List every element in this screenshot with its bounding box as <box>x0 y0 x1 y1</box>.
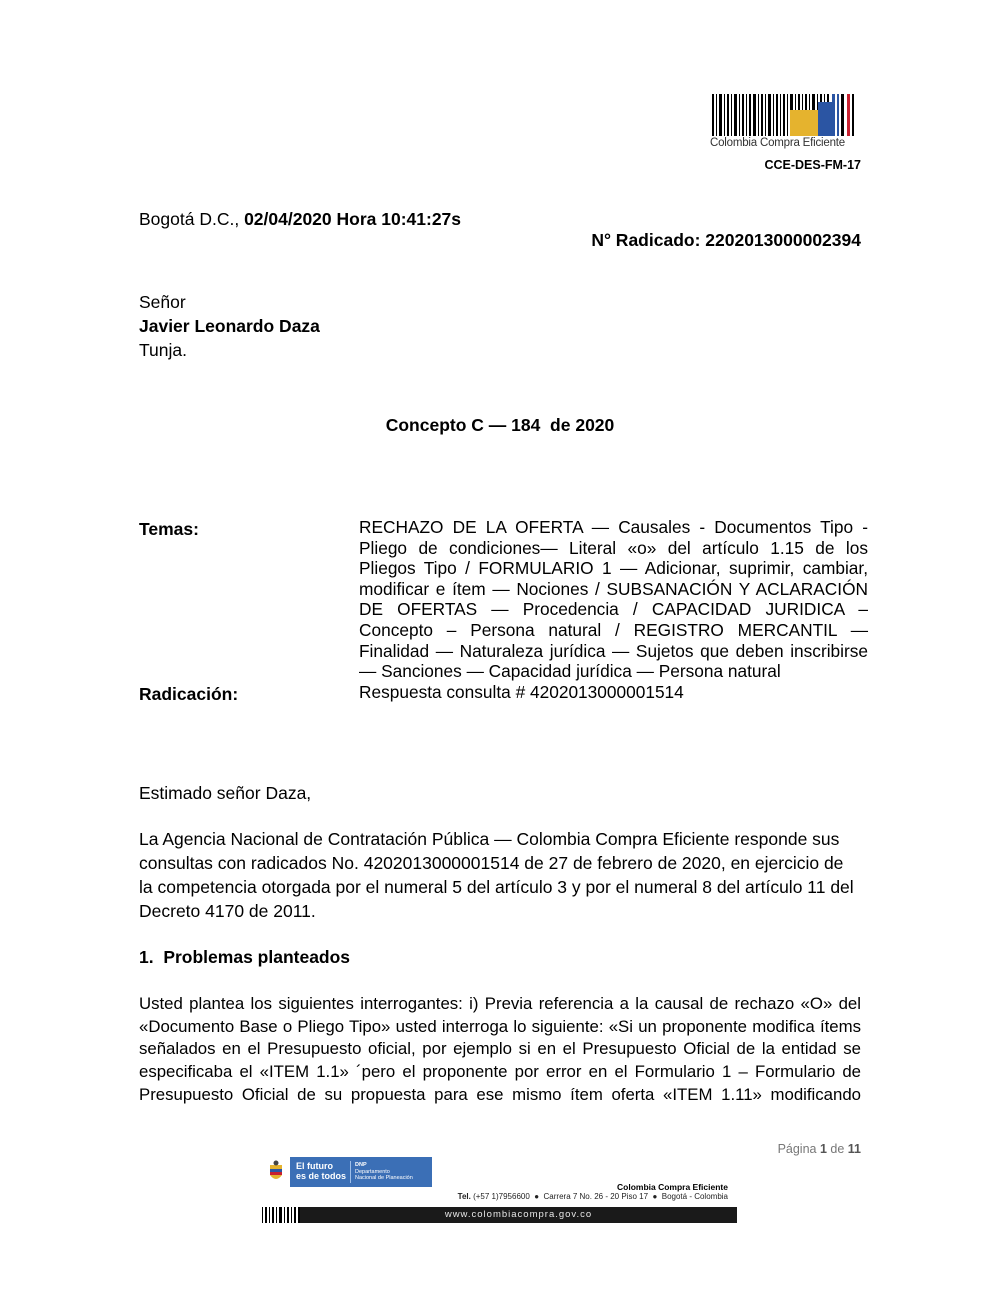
gov-slogan-line2: es de todos <box>296 1171 347 1181</box>
footer-brand: Colombia Compra Eficiente <box>617 1182 728 1192</box>
date-time: 02/04/2020 Hora 10:41:27s <box>244 209 462 229</box>
page-total: 11 <box>847 1142 861 1156</box>
footer-url[interactable]: www.colombiacompra.gov.co <box>444 1209 593 1220</box>
recipient-name: Javier Leonardo Daza <box>139 316 320 336</box>
footer-url-bar <box>300 1207 737 1223</box>
dnp-line1: DNP <box>355 1162 367 1168</box>
greeting: Estimado señor Daza, <box>139 783 312 803</box>
dnp-line2: Departamento <box>355 1168 390 1175</box>
radicacion-label: Radicación: <box>139 684 239 704</box>
contact-text: (+57 1)7956600 ● Carrera 7 No. 26 - 20 Piso 17 ● Bogotá - Colombia <box>470 1192 728 1201</box>
footer-contact <box>420 1192 728 1201</box>
divider <box>350 1161 351 1183</box>
intro-paragraph: La Agencia Nacional de Contratación Pública — Colombia Compra Eficiente responde sus consultas con radicados No. 4202013000001514 de 27 de febrero de 2020, en ejercicio de la competencia otorgada por el numeral 5 del artículo 3 y por el numeral 8 del artículo 11 del Decreto 4170 de 2011. <box>139 829 854 921</box>
colombia-compra-logo <box>706 92 866 152</box>
radicacion-text: Respuesta consulta # 4202013000001514 <box>359 682 684 702</box>
temas-text: RECHAZO DE LA OFERTA — Causales - Documentos Tipo - Pliego de condiciones— Literal «o» del artículo 1.15 de los Pliegos Tipo / FORMULARIO 1 — Adicionar, suprimir, cambiar, modificar e ítem — Nociones / SUBSANACIÓN Y ACLARACIÓN DE OFERTAS — Procedencia / CAPACIDAD JURIDICA – Concepto – Persona natural / REGISTRO MERCANTIL — Finalidad — Naturaleza jurídica — Sujetos que deben inscribirse — Sanciones — Capacidad jurídica — Persona natural <box>359 517 868 682</box>
gov-slogan <box>296 1161 346 1181</box>
dnp-line3: Nacional de Planeación <box>355 1175 413 1181</box>
body-paragraph: Usted plantea los siguientes interrogantes: i) Previa referencia a la causal de rechazo «O» del «Documento Base o Pliego Tipo» usted interroga lo siguiente: «Si un proponente modifica ítems señalados en el Presupuesto oficial, por ejemplo si en el Presupuesto Oficial de la entidad se especificaba el «ITEM 1.1» ´pero el proponente por error en el Formulario 1 – Formulario de Presupuesto Oficial de su propuesta para ese mismo ítem oferta «ITEM 1.11» modificando <box>139 994 861 1104</box>
coat-of-arms-icon <box>262 1157 290 1187</box>
tel-label: Tel. <box>457 1192 471 1201</box>
barcode-logo-icon <box>712 94 856 136</box>
radicado-number: N° Radicado: 2202013000002394 <box>591 230 861 250</box>
page-number <box>700 1142 861 1156</box>
logo-caption: Colombia Compra Eficiente <box>710 137 845 149</box>
form-code: CCE-DES-FM-17 <box>764 158 861 172</box>
section-heading: 1. Problemas planteados <box>139 947 351 967</box>
dnp-text <box>355 1162 413 1182</box>
concepto-title: Concepto C — 184 de 2020 <box>385 415 615 435</box>
government-logo <box>262 1157 432 1187</box>
recipient-city: Tunja. <box>139 340 187 360</box>
temas-label: Temas: <box>139 519 199 539</box>
recipient-salutation: Señor <box>139 292 186 312</box>
footer-barcode-icon <box>262 1207 300 1223</box>
page-prefix: Página <box>777 1142 820 1156</box>
gov-slogan-line1: El futuro <box>296 1161 333 1171</box>
date-city: Bogotá D.C., <box>139 209 245 229</box>
page-current: 1 <box>819 1142 827 1156</box>
date-line <box>139 207 461 231</box>
recipient-block <box>139 290 320 362</box>
page-middle: de <box>826 1142 848 1156</box>
